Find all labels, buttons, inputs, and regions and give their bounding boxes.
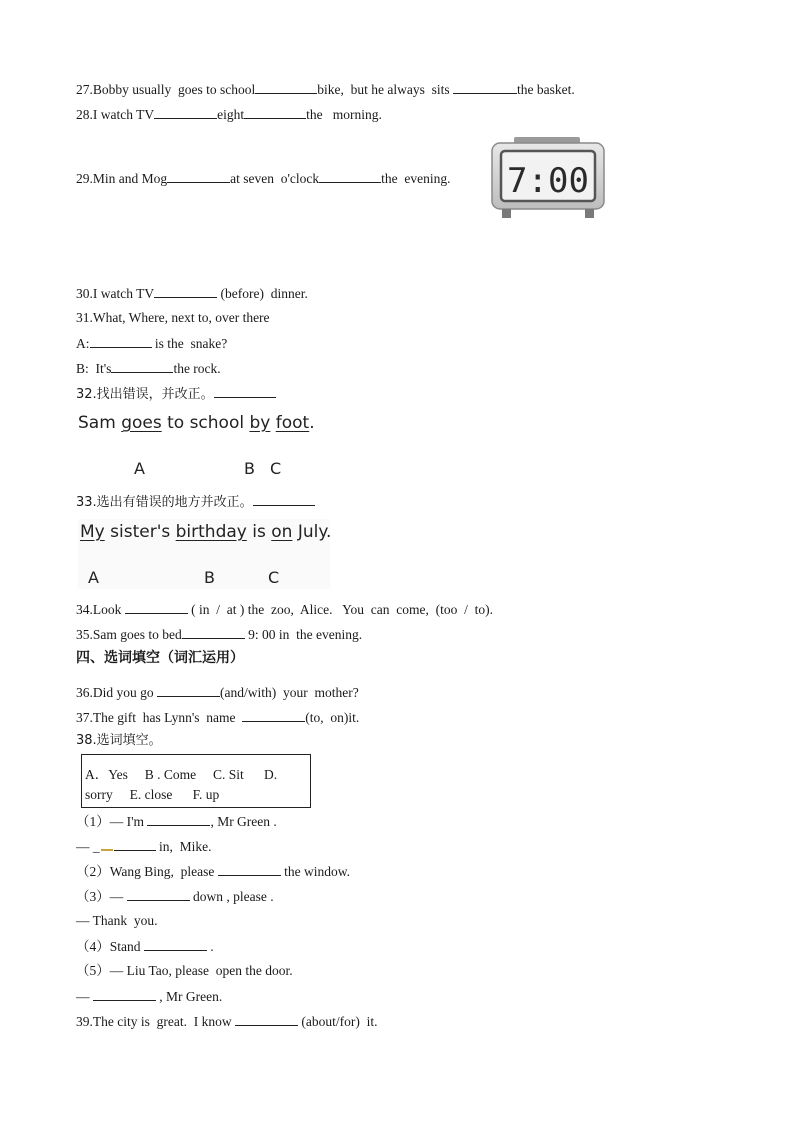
answer-blank[interactable] (90, 335, 152, 348)
answer-blank[interactable] (182, 626, 245, 639)
dialogue-3: （3）— down , please . (76, 889, 274, 904)
answer-blank[interactable] (242, 709, 305, 722)
dialogue-3-reply: — Thank you. (76, 913, 158, 928)
question-30: 30.I watch TV (before) dinner. (76, 286, 308, 301)
dialogue-5-reply: — , Mr Green. (76, 989, 223, 1004)
question-27: 27.Bobby usually goes to school bike, but he always sits the basket. (76, 82, 575, 97)
clock-time: 7:00 (507, 161, 589, 201)
dialogue-line-b: B: It's the rock. (76, 361, 221, 376)
answer-blank[interactable] (114, 838, 156, 851)
answer-blank[interactable] (253, 493, 315, 506)
label-c: C (268, 568, 280, 587)
error-sentence-image: My sister's birthday is on July. A B C (78, 519, 330, 589)
answer-blank[interactable] (93, 988, 156, 1001)
question-29: 29.Min and Mog at seven o'clock the evening. (76, 171, 451, 186)
label-a: A (134, 459, 145, 478)
label-b: B (244, 459, 255, 478)
answer-blank[interactable] (157, 684, 220, 697)
word-bank-row: sorry E. close F. up (85, 787, 220, 802)
answer-blank[interactable] (255, 81, 317, 94)
answer-blank[interactable] (125, 601, 188, 614)
highlight-mark (101, 839, 113, 851)
section-heading: 四、选词填空（词汇运用） (76, 650, 244, 666)
question-39: 39.The city is great. I know (about/for) it. (76, 1014, 378, 1029)
dialogue-line-a: A: is the snake? (76, 336, 228, 351)
answer-blank[interactable] (244, 106, 306, 119)
question-34: 34.Look ( in / at ) the zoo, Alice. You can come, (too / to). (76, 602, 493, 617)
answer-blank[interactable] (127, 888, 190, 901)
answer-blank[interactable] (147, 813, 210, 826)
answer-blank[interactable] (111, 360, 173, 373)
question-33: 33.选出有错误的地方并改正。 (76, 493, 315, 511)
question-31: 31.What, Where, next to, over there (76, 310, 270, 325)
answer-blank[interactable] (167, 170, 230, 183)
alarm-clock-image (490, 135, 606, 221)
question-38: 38.选词填空。 (76, 733, 162, 748)
question-37: 37.The gift has Lynn's name (to, on)it. (76, 710, 360, 725)
label-c: C (270, 459, 282, 478)
word-bank-box (81, 754, 311, 808)
answer-blank[interactable] (319, 170, 381, 183)
dialogue-4: （4）Stand . (76, 939, 214, 954)
answer-blank[interactable] (154, 106, 217, 119)
question-32: 32.找出错误，并改正。 (76, 385, 276, 403)
answer-blank[interactable] (154, 285, 217, 298)
question-36: 36.Did you go (and/with) your mother? (76, 685, 359, 700)
dialogue-5: （5）— Liu Tao, please open the door. (76, 963, 293, 978)
answer-blank[interactable] (214, 385, 276, 398)
answer-blank[interactable] (144, 938, 207, 951)
answer-blank[interactable] (218, 863, 281, 876)
label-a: A (88, 568, 99, 587)
answer-blank[interactable] (453, 81, 517, 94)
clock-icon (490, 135, 606, 221)
dialogue-1: （1）— I'm , Mr Green . (76, 814, 277, 829)
label-b: B (204, 568, 215, 587)
word-bank-row: A．Yes B . Come C. Sit D. (85, 767, 278, 782)
answer-blank[interactable] (235, 1013, 298, 1026)
error-sentence-image: Sam goes to school by foot. A B C (78, 413, 315, 478)
dialogue-2: （2）Wang Bing, please the window. (76, 864, 351, 879)
question-28: 28.I watch TV eight the morning. (76, 107, 382, 122)
dialogue-1-reply: — _ in, Mike. (76, 839, 212, 854)
question-35: 35.Sam goes to bed 9: 00 in the evening. (76, 627, 363, 642)
